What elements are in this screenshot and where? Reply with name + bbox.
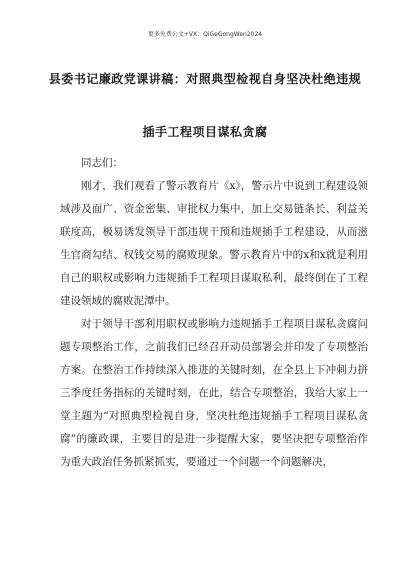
- document-title-line-2: 插手工程项目谋私贪腐: [142, 125, 268, 139]
- document-body: [60, 152, 368, 474]
- salutation: 同志们：: [81, 157, 123, 169]
- document-title-line-1: 县委书记廉政党课讲稿：对照典型检视自身坚决杜绝违规: [48, 72, 362, 86]
- header-note: 更多免费公文+VX：QiGeGongWen2024: [147, 31, 263, 38]
- body-paragraph: 对于领导干部利用职权或影响力违规插手工程项目谋私贪腐问题专项整治工作，之前我们已经召开动员部署会并印发了专项整治方案。在整治工作持续深入推进的关键时刻，在全县上下冲刺力拼三季度任务指标的关键时刻，在此，结合专项整治，我给大家上一堂主题为“对照典型检视自身，坚决杜绝违规插手工程项目谋私贪腐”的廉政课，主要目的是进一步提醒大家，要坚决把专项整治作为重大政治任务抓紧抓实，要通过一个问题一个问题解决，: [60, 318, 368, 468]
- body-paragraph: 刚才，我们观看了警示教育片《x》，警示片中说到工程建设领域涉及面广、资金密集、审批权力集中，加上交易链条长、利益关联度高，极易诱发领导干部违规干预和违规插手工程建设，从而滋生官商勾结、权钱交易的腐败现象。警示教育片中的x和x就是利用自己的职权或影响力违规插手工程项目谋取私利，最终倒在了工程建设领域的腐败泥潭中。: [60, 180, 368, 307]
